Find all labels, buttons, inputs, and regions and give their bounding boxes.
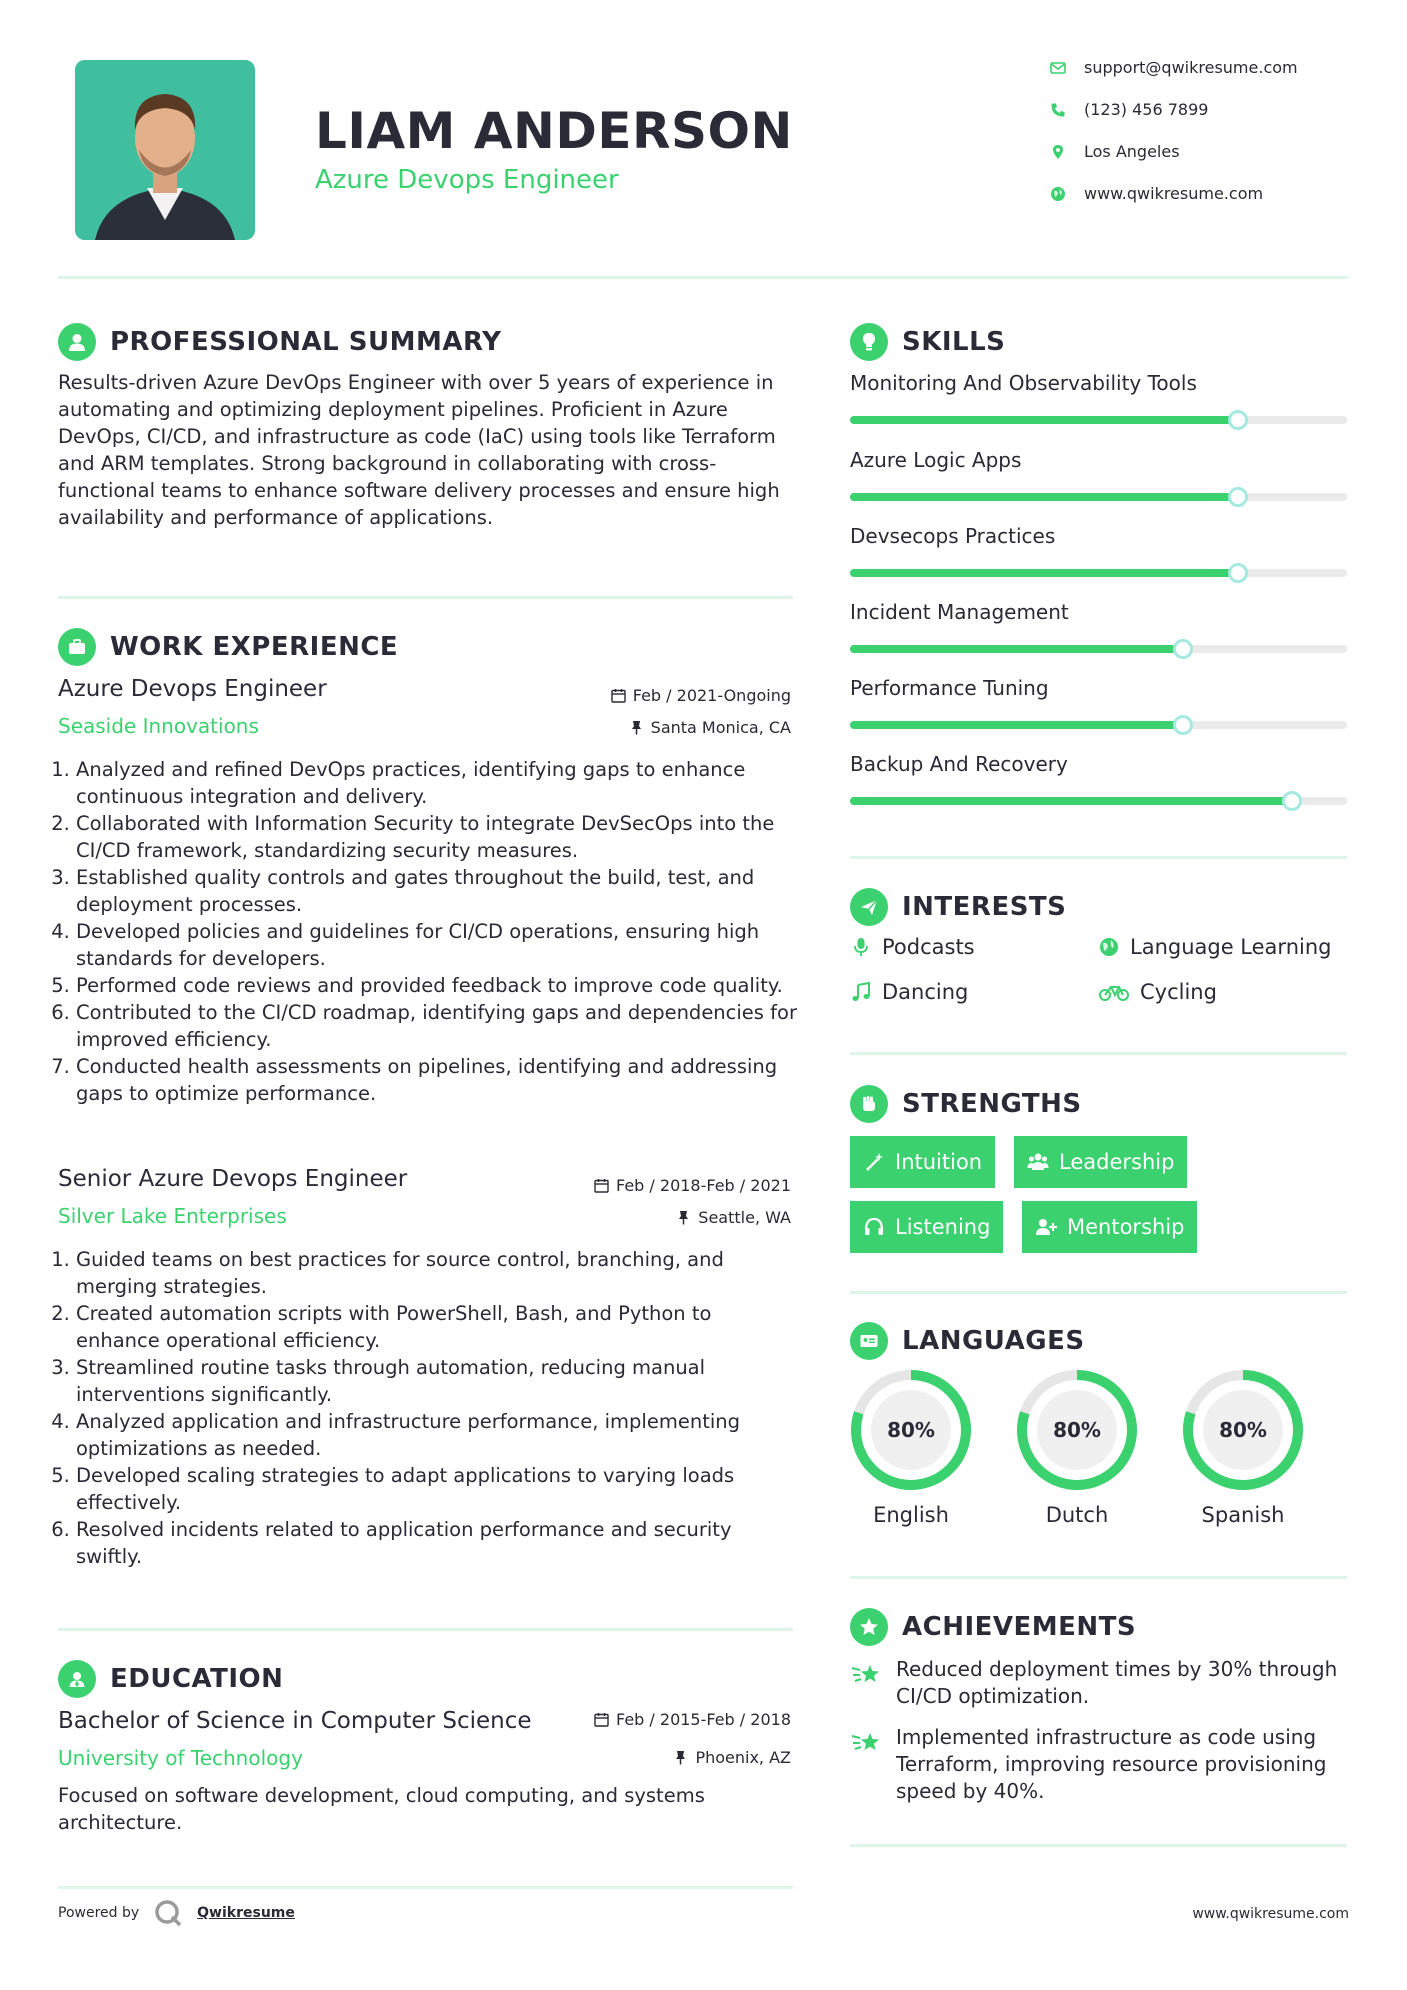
skills-heading — [850, 323, 1005, 361]
fist-icon — [850, 1085, 888, 1123]
contact-website[interactable] — [1050, 184, 1350, 203]
contact-location-text: Los Angeles — [1084, 142, 1180, 161]
education-location — [673, 1748, 791, 1767]
strength-mentorship — [1022, 1201, 1197, 1253]
education-location-text: Phoenix, AZ — [695, 1748, 791, 1767]
job-1-company: Seaside Innovations — [58, 714, 259, 738]
skill-label: Backup And Recovery — [850, 752, 1068, 776]
powered-by-text: Powered by — [58, 1905, 140, 1921]
school-name: University of Technology — [58, 1746, 303, 1770]
experience-title: WORK EXPERIENCE — [110, 632, 399, 662]
interests-heading — [850, 888, 1066, 926]
interest-dancing — [850, 980, 968, 1004]
graduation-icon — [58, 1660, 96, 1698]
skill-bar-knob — [1228, 487, 1248, 507]
skill-bar-knob — [1282, 791, 1302, 811]
contact-phone-text: (123) 456 7899 — [1084, 100, 1209, 119]
list-item: 3. Established quality controls and gates throughout the build, test, and deployment processes. — [76, 864, 798, 918]
lightbulb-icon — [850, 323, 888, 361]
achievements-divider — [850, 1844, 1347, 1847]
skill-label: Monitoring And Observability Tools — [850, 371, 1197, 395]
strength-leadership — [1014, 1136, 1187, 1188]
strength-listening — [850, 1201, 1003, 1253]
list-item: 6. Resolved incidents related to application performance and security swiftly. — [76, 1516, 798, 1570]
list-item: 6. Contributed to the CI/CD roadmap, identifying gaps and dependencies for improved efficiency. — [76, 999, 798, 1053]
education-dates — [594, 1710, 791, 1729]
achievement-item — [850, 1724, 1350, 1805]
globe-icon — [1050, 186, 1066, 202]
achievements-title: ACHIEVEMENTS — [902, 1612, 1137, 1642]
skill-bar — [850, 569, 1347, 577]
summary-text: Results-driven Azure DevOps Engineer with over 5 years of experience in automating and optimizing deployment pipelines. Proficient in Azure DevOps, CI/CD, and infrastructure as code (IaC) using tools like Terraform and ARM templates. Strong background in collaborating with cross-functional teams to enhance software delivery processes and ensure high availability and performance of applications. — [58, 371, 780, 529]
skill-label: Incident Management — [850, 600, 1069, 624]
education-dates-text: Feb / 2015-Feb / 2018 — [616, 1710, 791, 1729]
achievements-heading — [850, 1608, 1136, 1646]
skill-bar-fill — [850, 721, 1183, 729]
summary-heading — [58, 323, 501, 361]
phone-icon — [1050, 102, 1066, 118]
contact-phone[interactable] — [1050, 100, 1350, 119]
job-1-dates — [611, 686, 791, 705]
strengths-heading — [850, 1085, 1082, 1123]
language-dutch — [1016, 1369, 1138, 1527]
experience-heading — [58, 628, 398, 666]
headphones-icon — [863, 1216, 885, 1238]
job-2-dates — [594, 1176, 791, 1195]
language-percent: 80% — [1053, 1418, 1101, 1442]
skill-bar — [850, 645, 1347, 653]
list-item: 2. Collaborated with Information Security to integrate DevSecOps into the CI/CD framework, standardizing security measures. — [76, 810, 798, 864]
interest-label: Podcasts — [882, 935, 975, 959]
globe-icon — [1098, 936, 1120, 958]
interest-label: Language Learning — [1130, 935, 1332, 959]
skill-bar-knob — [1173, 639, 1193, 659]
strength-label: Mentorship — [1067, 1215, 1185, 1239]
list-item: 1. Analyzed and refined DevOps practices, identifying gaps to enhance continuous integration and delivery. — [76, 756, 798, 810]
summary-title: PROFESSIONAL SUMMARY — [110, 327, 502, 357]
skill-bar-knob — [1173, 715, 1193, 735]
achievement-text: Reduced deployment times by 30% through CI/CD optimization. — [896, 1657, 1338, 1708]
list-item: 5. Developed scaling strategies to adapt applications to varying loads effectively. — [76, 1462, 798, 1516]
pushpin-icon — [629, 720, 644, 735]
email-icon — [1050, 60, 1066, 76]
achievement-text: Implemented infrastructure as code using Terraform, improving resource provisioning speed by 40%. — [896, 1725, 1327, 1803]
star-icon — [850, 1608, 888, 1646]
strength-label: Intuition — [895, 1150, 983, 1174]
skill-bar-fill — [850, 645, 1183, 653]
list-item: 7. Conducted health assessments on pipelines, identifying and addressing gaps to optimize performance. — [76, 1053, 798, 1107]
summary-divider — [58, 596, 793, 599]
education-divider — [58, 1886, 793, 1889]
candidate-role: Azure Devops Engineer — [315, 165, 619, 195]
list-item: 1. Guided teams on best practices for source control, branching, and merging strategies. — [76, 1246, 798, 1300]
interests-divider — [850, 1052, 1347, 1055]
achievement-item — [850, 1656, 1350, 1710]
list-item: 5. Performed code reviews and provided feedback to improve code quality. — [76, 972, 798, 999]
qwikresume-logo-icon — [153, 1898, 183, 1928]
music-note-icon — [850, 981, 872, 1003]
skill-bar — [850, 721, 1347, 729]
pushpin-icon — [673, 1750, 688, 1765]
list-item: 2. Created automation scripts with PowerShell, Bash, and Python to enhance operational efficiency. — [76, 1300, 798, 1354]
skill-bar-knob — [1228, 410, 1248, 430]
language-name: Spanish — [1201, 1503, 1285, 1527]
strengths-title: STRENGTHS — [902, 1089, 1082, 1119]
contact-email[interactable] — [1050, 58, 1350, 77]
language-ring — [1182, 1369, 1304, 1491]
microphone-icon — [850, 936, 872, 958]
qwikresume-link[interactable]: Qwikresume — [197, 1905, 295, 1921]
contact-email-text: support@qwikresume.com — [1084, 58, 1298, 77]
interest-label: Cycling — [1140, 980, 1217, 1004]
profile-photo — [75, 60, 255, 240]
calendar-icon — [594, 1178, 609, 1193]
job-2-dates-text: Feb / 2018-Feb / 2021 — [616, 1176, 791, 1195]
language-percent: 80% — [1219, 1418, 1267, 1442]
interest-cycling — [1098, 980, 1217, 1004]
shooting-star-icon — [850, 1726, 882, 1758]
job-1-duties — [58, 756, 798, 1107]
list-item: 4. Developed policies and guidelines for CI/CD operations, ensuring high standards for developers. — [76, 918, 798, 972]
contact-location — [1050, 142, 1350, 161]
skill-bar — [850, 493, 1347, 501]
strength-label: Listening — [895, 1215, 991, 1239]
interest-label: Dancing — [882, 980, 969, 1004]
skill-bar-fill — [850, 416, 1238, 424]
skill-bar-knob — [1228, 563, 1248, 583]
list-item: 4. Analyzed application and infrastructure performance, implementing optimizations as needed. — [76, 1408, 798, 1462]
list-item: 3. Streamlined routine tasks through automation, reducing manual interventions significantly. — [76, 1354, 798, 1408]
job-2-company: Silver Lake Enterprises — [58, 1204, 287, 1228]
languages-divider — [850, 1576, 1347, 1579]
pushpin-icon — [676, 1210, 691, 1225]
education-description: Focused on software development, cloud computing, and systems architecture. — [58, 1784, 705, 1834]
language-spanish — [1182, 1369, 1304, 1527]
footer-site[interactable]: www.qwikresume.com — [1192, 1906, 1349, 1922]
users-icon — [1027, 1151, 1049, 1173]
skill-bar-fill — [850, 797, 1292, 805]
languages-heading — [850, 1322, 1085, 1360]
briefcase-icon — [58, 628, 96, 666]
job-2-location — [676, 1208, 791, 1227]
languages-title: LANGUAGES — [902, 1326, 1085, 1356]
language-ring — [850, 1369, 972, 1491]
education-heading — [58, 1660, 283, 1698]
education-title: EDUCATION — [110, 1664, 284, 1694]
calendar-icon — [594, 1712, 609, 1727]
job-2-title: Senior Azure Devops Engineer — [58, 1166, 408, 1192]
language-name: English — [873, 1503, 949, 1527]
candidate-name: LIAM ANDERSON — [315, 102, 793, 160]
magic-wand-icon — [863, 1151, 885, 1173]
paper-plane-icon — [850, 888, 888, 926]
interest-language-learning — [1098, 935, 1331, 959]
interest-podcasts — [850, 935, 975, 959]
experience-divider — [58, 1628, 793, 1631]
interests-title: INTERESTS — [902, 892, 1067, 922]
strengths-divider — [850, 1291, 1347, 1294]
job-1-location — [629, 718, 791, 737]
footer-powered-by — [58, 1898, 295, 1928]
skill-label: Azure Logic Apps — [850, 448, 1022, 472]
job-2-duties — [58, 1246, 798, 1570]
user-icon — [58, 323, 96, 361]
skill-bar — [850, 797, 1347, 805]
skills-divider — [850, 856, 1347, 859]
contact-website-text: www.qwikresume.com — [1084, 184, 1264, 203]
skills-title: SKILLS — [902, 327, 1006, 357]
language-name: Dutch — [1045, 1503, 1109, 1527]
strength-label: Leadership — [1059, 1150, 1175, 1174]
skill-bar-fill — [850, 493, 1238, 501]
skill-label: Devsecops Practices — [850, 524, 1056, 548]
job-1-location-text: Santa Monica, CA — [650, 718, 791, 737]
job-1-title: Azure Devops Engineer — [58, 676, 327, 702]
job-2-location-text: Seattle, WA — [698, 1208, 791, 1227]
id-card-icon — [850, 1322, 888, 1360]
job-1-dates-text: Feb / 2021-Ongoing — [632, 686, 791, 705]
skill-bar-fill — [850, 569, 1238, 577]
degree-title: Bachelor of Science in Computer Science — [58, 1708, 532, 1734]
language-ring — [1016, 1369, 1138, 1491]
calendar-icon — [611, 688, 626, 703]
shooting-star-icon — [850, 1658, 882, 1690]
location-pin-icon — [1050, 144, 1066, 160]
language-english — [850, 1369, 972, 1527]
header-divider — [58, 276, 1348, 279]
skill-label: Performance Tuning — [850, 676, 1049, 700]
bicycle-icon — [1098, 981, 1130, 1003]
strength-intuition — [850, 1136, 995, 1188]
skill-bar — [850, 416, 1347, 424]
language-percent: 80% — [887, 1418, 935, 1442]
user-plus-icon — [1035, 1216, 1057, 1238]
